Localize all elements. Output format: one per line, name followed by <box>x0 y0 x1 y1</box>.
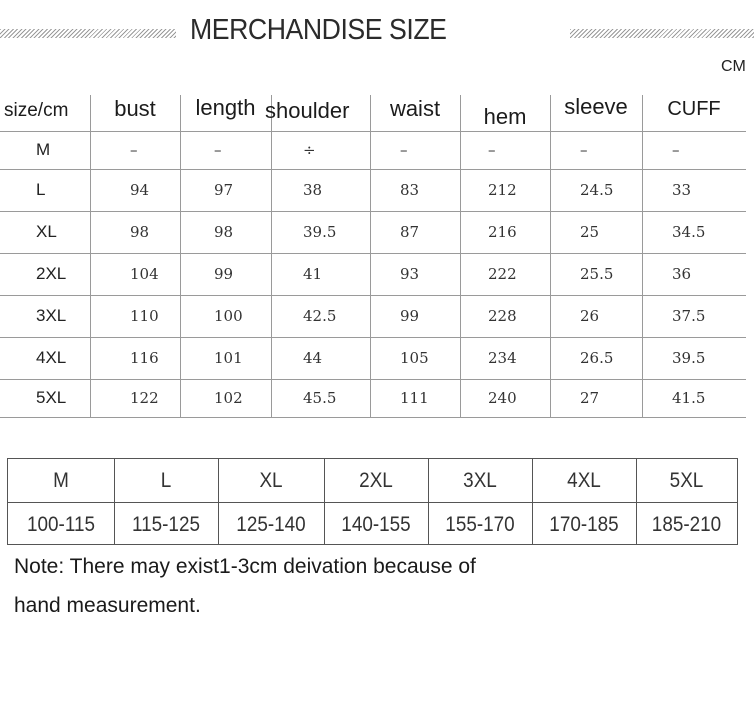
table-header-row <box>0 95 746 132</box>
measurement-cell: 93 <box>400 265 420 283</box>
measurement-cell: 41 <box>303 265 323 283</box>
measurement-cell: – <box>130 141 138 159</box>
measurement-cell: 216 <box>488 223 517 241</box>
measurement-cell: 27 <box>580 389 600 407</box>
measurement-cell: 33 <box>672 181 692 199</box>
measurement-cell: 45.5 <box>303 389 337 407</box>
table-row <box>0 337 746 380</box>
size-cell: 5XL <box>669 468 704 492</box>
size-range-table <box>7 458 738 545</box>
measurement-cell: 39.5 <box>303 223 337 241</box>
note-line-1: Note: There may exist1-3cm deivation because of <box>14 555 476 578</box>
measurement-cell: – <box>672 141 680 159</box>
table-row <box>0 169 746 212</box>
range-cell: 155-170 <box>445 512 515 536</box>
page-title: MERCHANDISE SIZE <box>190 14 447 46</box>
table-row <box>0 211 746 254</box>
column-divider <box>324 459 325 544</box>
measurement-cell: 39.5 <box>672 349 706 367</box>
measurement-cell: 228 <box>488 307 517 325</box>
size-cell: 3XL <box>463 468 497 492</box>
measurement-cell: 26 <box>580 307 600 325</box>
size-label-cell: 5XL <box>36 388 67 407</box>
measurement-cell: 97 <box>214 181 234 199</box>
measurement-cell: 99 <box>214 265 234 283</box>
size-label-cell: 4XL <box>36 348 67 367</box>
measurement-cell: 24.5 <box>580 181 614 199</box>
measurement-cell: 42.5 <box>303 307 337 325</box>
range-cell: 100-115 <box>27 512 95 536</box>
column-divider <box>114 459 115 544</box>
measurement-cell: 94 <box>130 181 150 199</box>
column-divider <box>218 459 219 544</box>
measurement-cell: 98 <box>214 223 234 241</box>
measurement-cell: 110 <box>130 307 159 325</box>
measurement-cell: 111 <box>400 389 429 407</box>
measurement-cell: 25 <box>580 223 600 241</box>
size-cell: L <box>160 468 172 492</box>
measurement-cell: 38 <box>303 181 323 199</box>
column-divider <box>636 459 637 544</box>
range-cell: 140-155 <box>341 512 411 536</box>
measurement-cell: 104 <box>130 265 159 283</box>
measurement-cell: 36 <box>672 265 692 283</box>
column-header: CUFF <box>667 97 721 120</box>
column-header: length <box>195 95 256 120</box>
size-cell: M <box>53 468 69 492</box>
unit-label: CM <box>721 58 746 75</box>
measurement-cell: 116 <box>130 349 159 367</box>
table-row <box>0 295 746 338</box>
measurement-cell: 83 <box>400 181 420 199</box>
size-label-cell: L <box>36 180 46 199</box>
measurement-cell: 122 <box>130 389 159 407</box>
size-cell: 4XL <box>567 468 601 492</box>
measurement-cell: 240 <box>488 389 517 407</box>
size-label-cell: 2XL <box>36 264 67 283</box>
measurement-cell: 212 <box>488 181 517 199</box>
range-cell: 115-125 <box>132 512 200 536</box>
size-cell: XL <box>259 468 283 492</box>
measurement-cell: 234 <box>488 349 517 367</box>
range-cell: 185-210 <box>651 512 722 536</box>
table-row <box>0 131 746 170</box>
measurement-cell: 34.5 <box>672 223 706 241</box>
measurement-cell: – <box>488 141 496 159</box>
measurement-cell: 25.5 <box>580 265 614 283</box>
measurement-cell: – <box>400 141 408 159</box>
measurement-cell: 100 <box>214 307 243 325</box>
range-cell: 125-140 <box>236 512 306 536</box>
measurement-cell: 101 <box>214 349 243 367</box>
measurement-cell: 26.5 <box>580 349 614 367</box>
size-label-cell: M <box>36 140 51 159</box>
measurement-cell: 105 <box>400 349 429 367</box>
size-cell: 2XL <box>359 468 393 492</box>
column-header: waist <box>389 96 441 121</box>
column-divider <box>532 459 533 544</box>
measurement-cell: – <box>214 141 222 159</box>
measurement-cell: 102 <box>214 389 243 407</box>
measurement-cell: 41.5 <box>672 389 706 407</box>
size-label-cell: XL <box>36 222 57 241</box>
measurement-cell: 87 <box>400 223 420 241</box>
table-row <box>0 379 746 418</box>
measurement-cell: 222 <box>488 265 517 283</box>
measurement-cell: ÷ <box>303 141 316 159</box>
column-divider <box>428 459 429 544</box>
column-header: sleeve <box>564 94 628 119</box>
size-label-cell: 3XL <box>36 306 67 325</box>
measurement-cell: 44 <box>303 349 323 367</box>
column-header: size/cm <box>4 100 69 121</box>
measurement-cell: 99 <box>400 307 420 325</box>
note-line-2: hand measurement. <box>14 594 201 617</box>
measurement-cell: 37.5 <box>672 307 706 325</box>
column-header: hem <box>483 104 527 129</box>
measurement-cell: – <box>580 141 588 159</box>
measurement-cell: 98 <box>130 223 150 241</box>
column-header: bust <box>114 96 156 121</box>
table-row <box>0 253 746 296</box>
column-header: shoulder <box>265 98 350 123</box>
range-cell: 170-185 <box>549 512 619 536</box>
decorative-hatch-right <box>570 29 754 38</box>
decorative-hatch-left <box>0 29 176 38</box>
